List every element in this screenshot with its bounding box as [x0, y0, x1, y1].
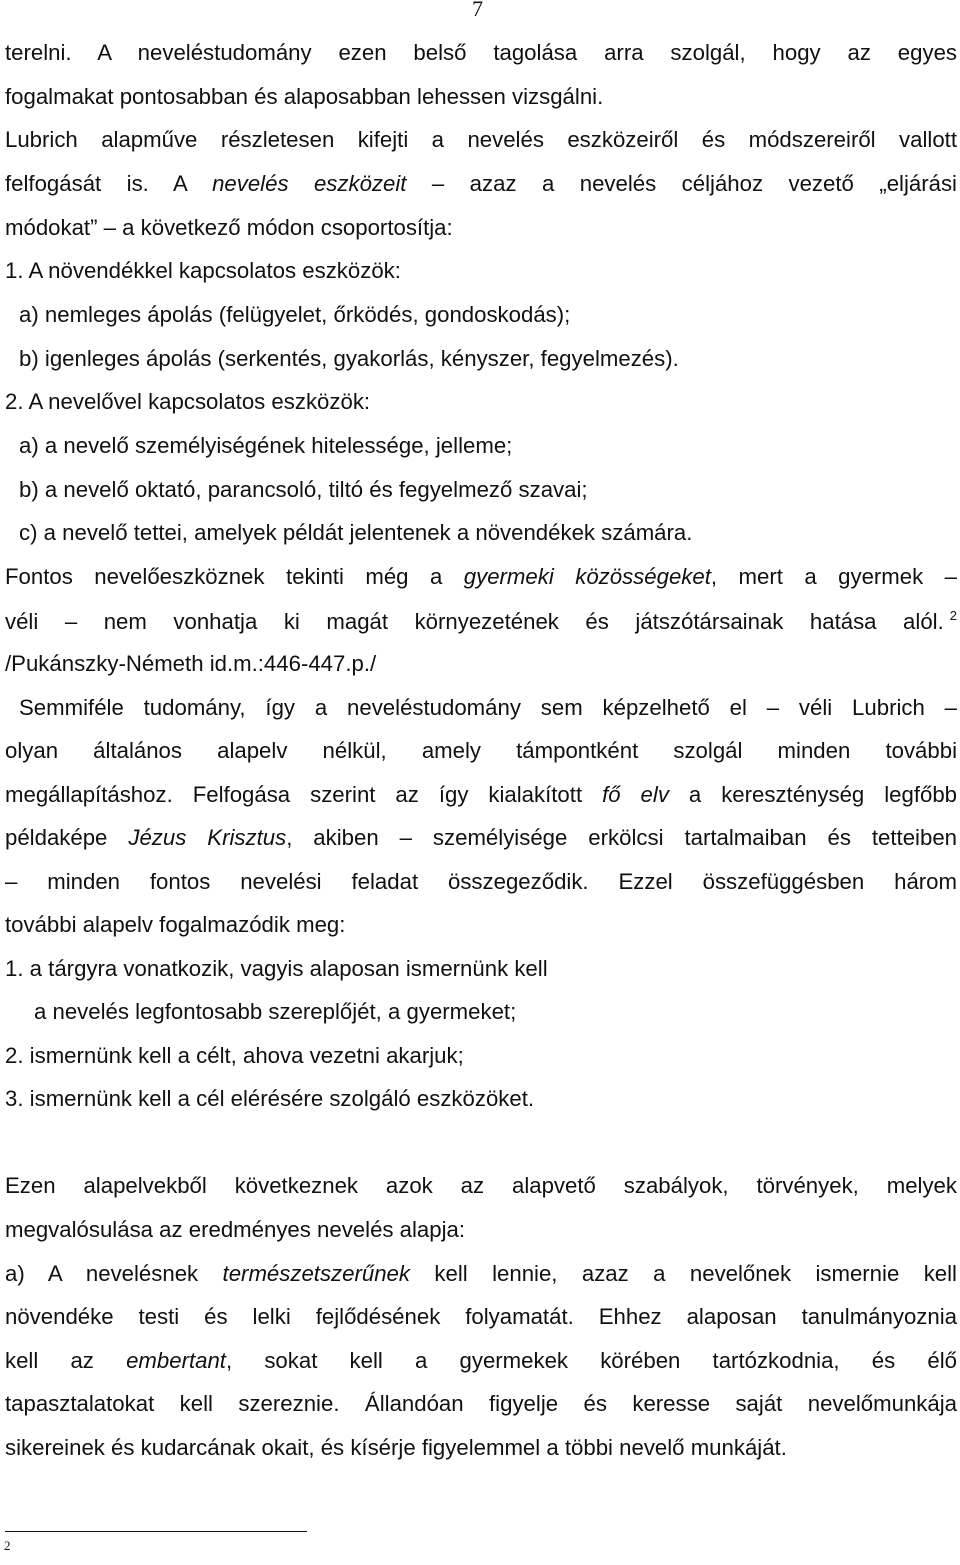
text-line: véli – nem vonhatja ki magát környezetének és játszótársainak hatása alól. $^2$	[5, 608, 957, 634]
text-line: növendéke testi és lelki fejlődésének folyamatát. Ehhez alaposan tanulmányoznia	[5, 1304, 957, 1329]
text-line: tapasztalatokat kell szereznie. Állandóan figyelje és keresse saját nevelőmunkája	[5, 1391, 957, 1416]
text-line: Lubrich alapműve részletesen kifejti a nevelés eszközeiről és módszereiről vallott	[5, 127, 957, 152]
list-item: b) a nevelő oktató, parancsoló, tiltó és fegyelmező szavai;	[19, 477, 588, 502]
text-line: Semmiféle tudomány, így a neveléstudomány sem képzelhető el – véli Lubrich –	[19, 695, 957, 720]
emphasis: természetszerűnek	[222, 1261, 410, 1286]
text-line: Fontos nevelőeszköznek tekinti még a gyermeki közösségeket, mert a gyermek –	[5, 564, 958, 589]
list-item: b) igenleges ápolás (serkentés, gyakorlás, kényszer, fegyelmezés).	[19, 346, 679, 371]
list-item-continuation: a nevelés legfontosabb szereplőjét, a gyermeket;	[34, 999, 517, 1024]
text-line: kell az embertant, sokat kell a gyermekek körében tartózkodnia, és élő	[5, 1348, 957, 1373]
text-line: terelni. A neveléstudomány ezen belső tagolása arra szolgál, hogy az egyes	[5, 40, 957, 65]
list-item: 2. ismernünk kell a célt, ahova vezetni akarjuk;	[5, 1043, 464, 1068]
list-heading: 2. A nevelővel kapcsolatos eszközök:	[5, 389, 371, 414]
list-heading: 1. A növendékkel kapcsolatos eszközök:	[5, 258, 401, 283]
list-item: 1. a tárgyra vonatkozik, vagyis alaposan ismernünk kell	[5, 956, 548, 981]
emphasis: Jézus Krisztus	[128, 825, 287, 850]
text-line: megvalósulása az eredményes nevelés alapja:	[5, 1217, 466, 1242]
text-line: további alapelv fogalmazódik meg:	[5, 912, 346, 937]
footnote-number: 2	[4, 1538, 11, 1553]
text-line: felfogását is. A nevelés eszközeit – azaz a nevelés céljához vezető „eljárási	[5, 171, 957, 196]
list-item: c) a nevelő tettei, amelyek példát jelentenek a növendékek számára.	[19, 520, 693, 545]
emphasis: nevelés eszközeit	[212, 171, 407, 196]
text-line: Ezen alapelvekből következnek azok az alapvető szabályok, törvények, melyek	[5, 1173, 957, 1198]
footnote-separator	[5, 1531, 307, 1532]
footnote-reference[interactable]: 2	[949, 608, 957, 623]
page-number: 7	[472, 0, 483, 21]
text-line: a) A nevelésnek természetszerűnek kell lennie, azaz a nevelőnek ismernie kell	[5, 1261, 957, 1286]
citation: /Pukánszky-Németh id.m.:446-447.p./	[5, 651, 377, 676]
list-item: a) a nevelő személyiségének hitelessége, jelleme;	[19, 433, 513, 458]
text-line: módokat” – a következő módon csoportosítja:	[5, 215, 453, 240]
list-item: 3. ismernünk kell a cél elérésére szolgáló eszközöket.	[5, 1086, 535, 1111]
emphasis: embertant	[126, 1348, 226, 1373]
text-line: sikereinek és kudarcának okait, és kísérje figyelemmel a többi nevelő munkáját.	[5, 1435, 787, 1460]
text-line: megállapításhoz. Felfogása szerint az így kialakított fő elv a kereszténység legfőbb	[5, 782, 958, 807]
text-line: olyan általános alapelv nélkül, amely támpontként szolgál minden további	[5, 738, 957, 763]
list-item: a) nemleges ápolás (felügyelet, őrködés, gondoskodás);	[19, 302, 571, 327]
emphasis: gyermeki közösségeket	[463, 564, 711, 589]
text-line: példaképe Jézus Krisztus, akiben – személyisége erkölcsi tartalmaiban és tetteiben	[5, 825, 958, 850]
emphasis: fő elv	[602, 782, 669, 807]
text-line: fogalmakat pontosabban és alaposabban lehessen vizsgálni.	[5, 84, 604, 109]
text-line: – minden fontos nevelési feladat összegeződik. Ezzel összefüggésben három	[5, 869, 957, 894]
